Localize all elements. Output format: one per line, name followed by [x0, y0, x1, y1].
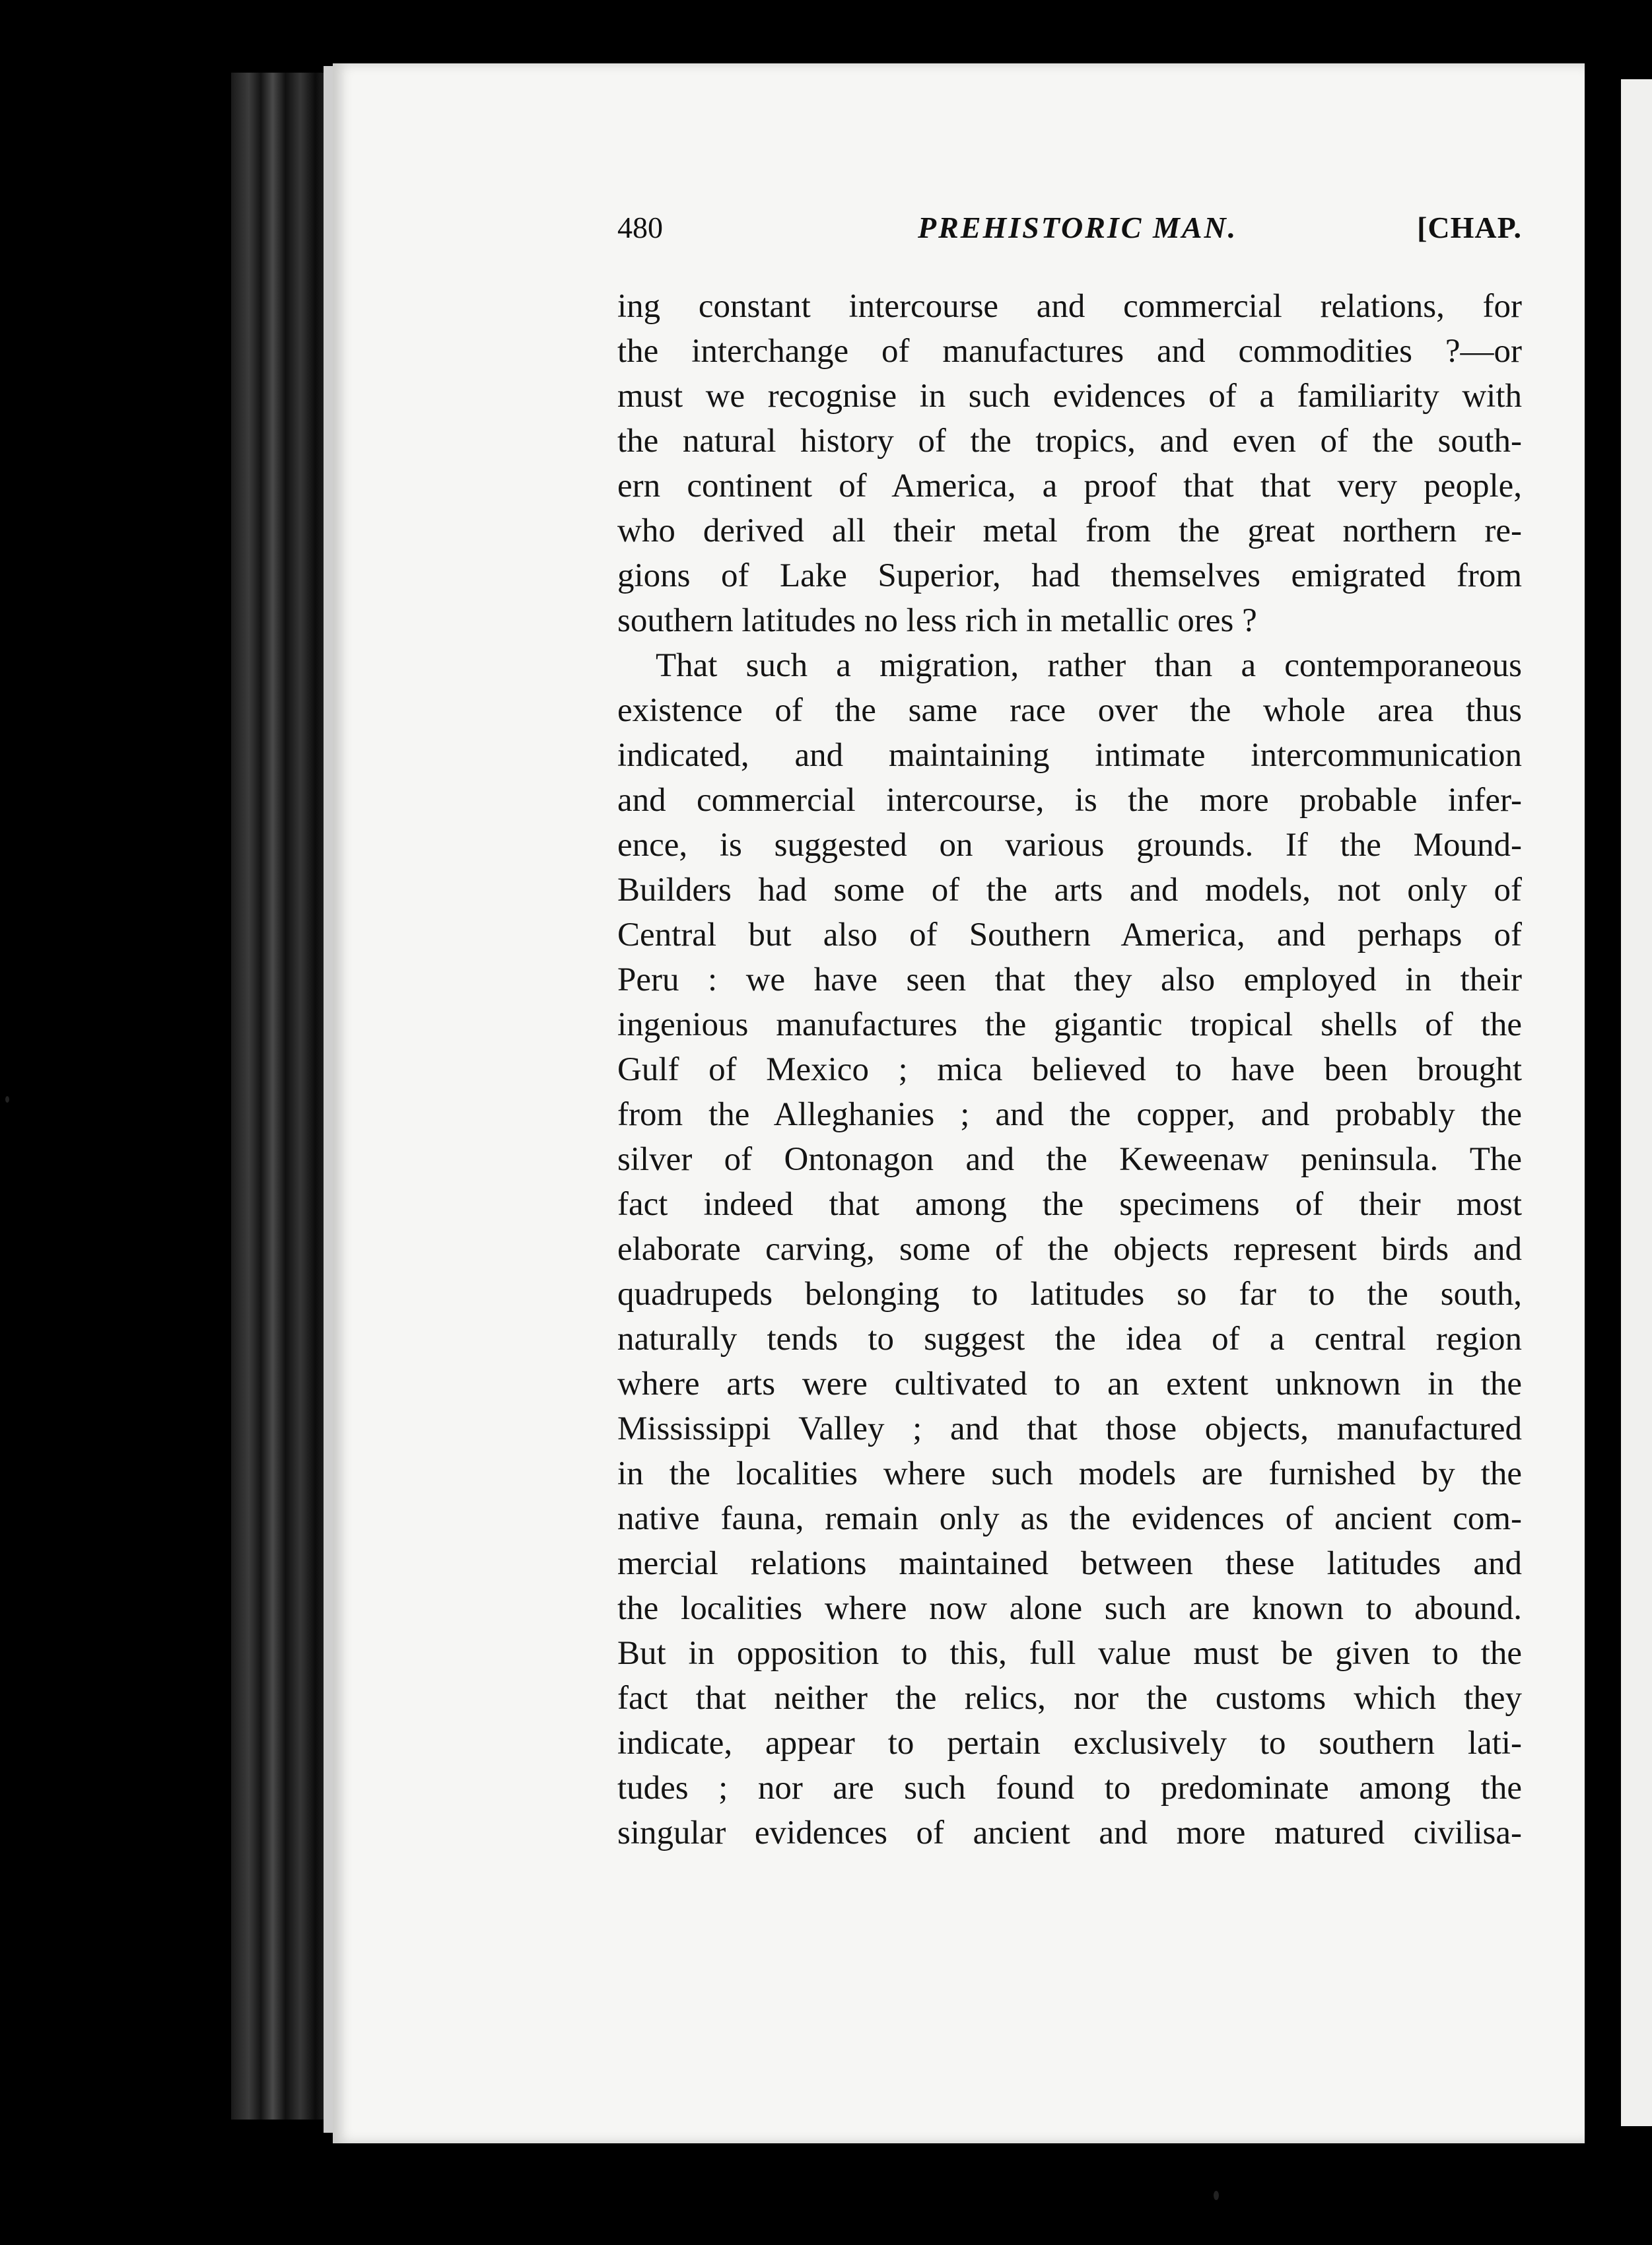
text-line: Gulf of Mexico ; mica believed to have been brought — [617, 1051, 1522, 1088]
text-line: existence of the same race over the whole area thus — [617, 692, 1522, 729]
book-spine — [231, 73, 330, 2120]
scan-speck — [5, 1096, 9, 1103]
text-line: gions of Lake Superior, had themselves emigrated from — [617, 557, 1522, 594]
text-line: southern latitudes no less rich in metallic ores ? — [617, 602, 1257, 639]
page-edge — [324, 66, 333, 2133]
text-line: But in opposition to this, full value must be given to the — [617, 1635, 1522, 1672]
text-line: ingenious manufactures the gigantic tropical shells of the — [617, 1006, 1522, 1043]
text-line: from the Alleghanies ; and the copper, and probably the — [617, 1096, 1522, 1133]
text-line: fact indeed that among the specimens of their most — [617, 1186, 1522, 1223]
text-line: must we recognise in such evidences of a familiarity with — [617, 378, 1522, 415]
text-line: in the localities where such models are furnished by the — [617, 1455, 1522, 1492]
facing-page-edge — [1621, 79, 1652, 2126]
text-line: elaborate carving, some of the objects represent birds and — [617, 1231, 1522, 1268]
text-line: singular evidences of ancient and more matured civilisa- — [617, 1814, 1522, 1851]
body-text — [617, 284, 1522, 1855]
page-number: 480 — [617, 211, 663, 244]
running-header — [617, 210, 1522, 256]
text-line: ern continent of America, a proof that that very people, — [617, 467, 1522, 504]
text-line: who derived all their metal from the great northern re- — [617, 512, 1522, 549]
chapter-label: [CHAP. — [1417, 211, 1522, 244]
text-line: ence, is suggested on various grounds. If the Mound- — [617, 827, 1522, 864]
text-line: Peru : we have seen that they also employed in their — [617, 961, 1522, 998]
text-line: fact that neither the relics, nor the customs which they — [617, 1680, 1522, 1717]
text-line: the natural history of the tropics, and even of the south- — [617, 423, 1522, 460]
text-line: silver of Ontonagon and the Keweenaw peninsula. The — [617, 1141, 1522, 1178]
text-line: mercial relations maintained between these latitudes and — [617, 1545, 1522, 1582]
text-line: indicated, and maintaining intimate intercommunication — [617, 737, 1522, 774]
text-line: Mississippi Valley ; and that those objects, manufactured — [617, 1410, 1522, 1447]
paragraph-start-line: That such a migration, rather than a contemporaneous — [656, 647, 1522, 684]
text-line: ing constant intercourse and commercial relations, for — [617, 288, 1522, 325]
text-line: where arts were cultivated to an extent unknown in the — [617, 1365, 1522, 1402]
running-title: PREHISTORIC MAN. — [918, 211, 1238, 244]
text-line: native fauna, remain only as the evidences of ancient com- — [617, 1500, 1522, 1537]
text-line: and commercial intercourse, is the more probable infer- — [617, 782, 1522, 819]
text-line: indicate, appear to pertain exclusively to southern lati- — [617, 1725, 1522, 1762]
text-line: the interchange of manufactures and commodities ?—or — [617, 333, 1522, 370]
text-line: tudes ; nor are such found to predominate among the — [617, 1770, 1522, 1807]
text-line: the localities where now alone such are known to abound. — [617, 1590, 1522, 1627]
text-line: naturally tends to suggest the idea of a central region — [617, 1321, 1522, 1358]
text-line: Builders had some of the arts and models, not only of — [617, 872, 1522, 909]
scan-speck — [1214, 2191, 1219, 2200]
text-line: Central but also of Southern America, and perhaps of — [617, 916, 1522, 953]
text-line: quadrupeds belonging to latitudes so far to the south, — [617, 1276, 1522, 1313]
